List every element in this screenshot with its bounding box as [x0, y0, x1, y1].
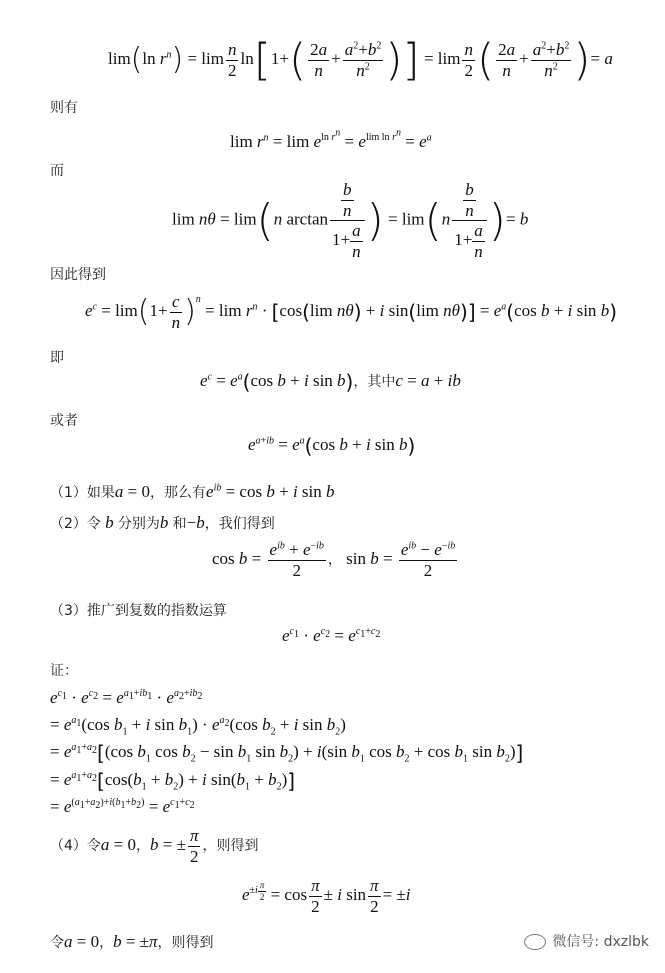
last-line: 令a = 0，b = ±π，则得到 — [50, 932, 214, 951]
text-qizhong: ，其中 — [353, 373, 396, 390]
item-1: （1）如果a = 0，那么有$e^{ib} = \cos b + i$ sin b — [50, 482, 335, 501]
text-comma-3: ， — [99, 935, 114, 951]
equation-ec-limit: $e^c = \lim(1+$ $\frac{c}{n}$ )$^n = \lim r^n \cdot [\cos(\lim$ nθ) + i sin(lim $n\theta)] = e^a(\cos$ b + i sin b) — [85, 292, 617, 332]
text-item4-b: ，则得到 — [202, 837, 259, 854]
equation-product: $e^{c_1} \cdot e^{c_2} = e^{c_1+c_2}$ — [282, 626, 381, 645]
proof-line-5: = $e^{(a_1+a_2)+i(b_1+b_2)} = e^{c_1+c_2}$ — [50, 797, 195, 816]
text-ze-you: 则有 — [50, 100, 78, 116]
text-zheng: 证： — [50, 663, 78, 679]
equation-lim-rn: $\lim r^n = \lim e^{ln r^n} = e^{lim ln r^n} = e^a$ — [230, 128, 432, 151]
text-item2-a: （2）令 — [50, 516, 101, 532]
equation-e-ipi2: $e^{\pm i \frac{\pi}{2}}$ = cos $\frac{\pi}{2}$ ± i sin $\frac{\pi}{2}$ = ±i — [242, 876, 411, 916]
proof-line-2: = $e^{a_1}(\cos$ $b_1 + i$ $\sin b_1) \cdot e^{a_2}(\cos$ $b_2 + i$ $\sin b_2$) — [50, 715, 346, 738]
text-last-b: ，则得到 — [157, 935, 214, 951]
text-er: 而 — [50, 163, 64, 179]
equation-lim-ln-rn: lim(ln $r^n) = \lim$ $\frac{n}{2}$ ln[1+( $\frac{2a}{n}$ + $\frac{a^2+b^2}{n^2}$ )] = lim $\frac{n}{2}$ ( $\frac{2a}{n}$ + $\frac{a^2+b^2}{n^2}$ )= a — [108, 34, 613, 86]
text-last-a: 令 — [50, 935, 64, 951]
equation-lim-ntheta: lim nθ = lim(n arctan $\frac{b}{n}$ 1+ $\frac{a}{n}$ ) = lim(n $\frac{b}{n}$ 1+ $\frac{a}{n}$ )= b — [172, 180, 529, 261]
equation-cos-sin: cos b = $e^{ib} + e^{-ib}$ 2 ， sin b = $e^{ib} - e^{-ib}$ 2 — [212, 540, 456, 580]
item-4: （4）令a = 0，b = ± $\frac{\pi}{2}$ ，则得到 — [50, 826, 259, 866]
text-item2-d: ，我们得到 — [204, 516, 275, 532]
text-yinci: 因此得到 — [50, 267, 106, 283]
proof-line-4: = $e^{a_1+a_2}[\cos(b_1 + b_2) + i$ $\sin(b_1 + b_2)$] — [50, 769, 296, 793]
text-item3: （3）推广到复数的指数运算 — [50, 603, 227, 619]
watermark-label: 微信号: dxzlbk — [552, 934, 649, 950]
proof-line-1: $e^{c_1} \cdot e^{c_2} = e^{a_1+ib_1} \cdot e^{a_2+ib_2}$ — [50, 688, 203, 707]
text-item2-c: 和 — [172, 516, 187, 532]
text-item1-b: ，那么有 — [150, 485, 207, 501]
text-comma-2: ， — [136, 837, 151, 854]
text-comma: ， — [327, 551, 342, 568]
item-2: （2）令 b 分别为b 和−b，我们得到 — [50, 513, 275, 532]
text-item4-a: （4）令 — [50, 837, 101, 854]
text-ji: 即 — [50, 350, 64, 366]
equation-eaib: $e^{a+ib} = e^a(\cos$ b + i sin b) — [248, 434, 416, 458]
text-item1-a: （1）如果 — [50, 485, 115, 501]
wechat-icon — [524, 934, 546, 950]
equation-ec-euler: $e^c = e^a(\cos$ b + i sin b)，其中c = a + ib — [200, 370, 461, 394]
text-item2-b: 分别为 — [117, 516, 160, 532]
watermark — [524, 931, 649, 951]
text-huozhe: 或者 — [50, 413, 78, 429]
proof-line-3: = $e^{a_1+a_2}[(\cos$ $b_1$ $\cos b_2 - \sin b_1$ $\sin b_2) + i(\sin$ $b_1$ $\cos b_2 + \cos b_1$ $\sin b_2$)] — [50, 741, 524, 765]
